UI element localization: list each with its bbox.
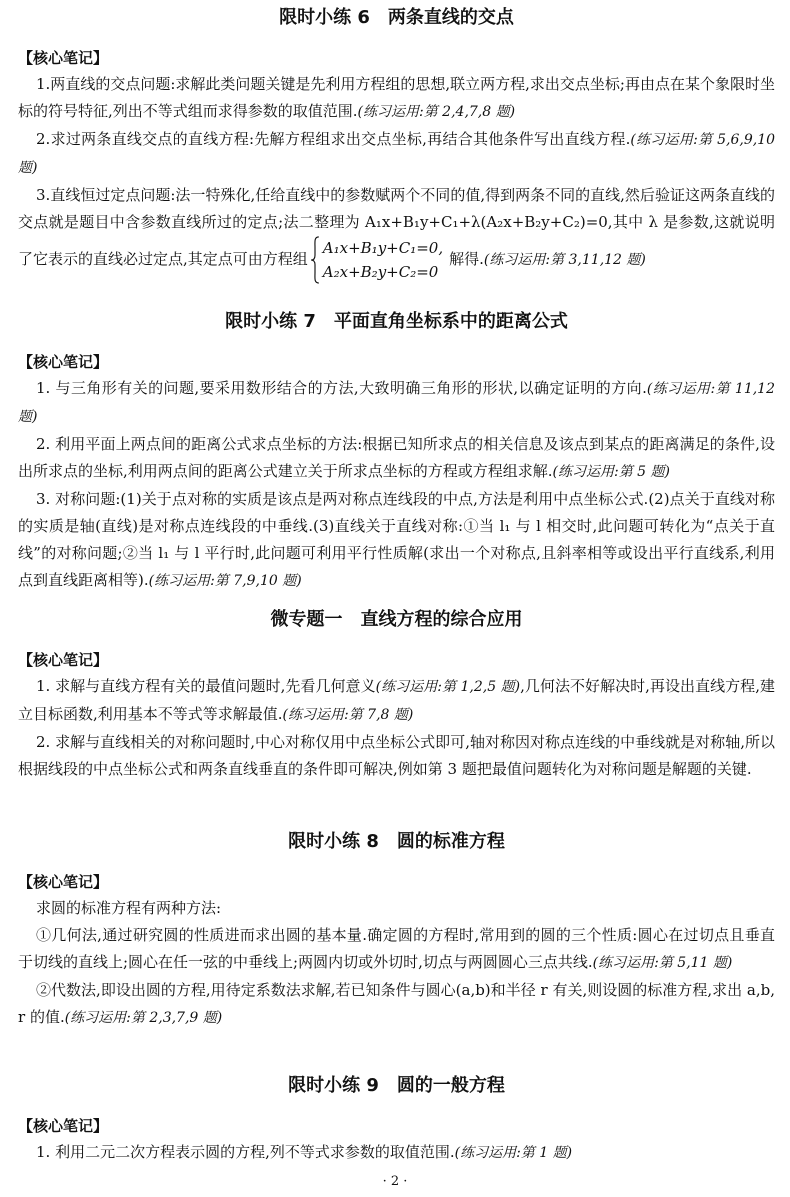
note-paragraph xyxy=(18,182,775,284)
note-text: 3. 对称问题:(1)关于点对称的实质是该点是两对称点连线段的中点,方法是利用中点坐标公式.(2)点关于直线对称的实质是轴(直线)是对称点连线段的中垂线.(3)直线关于直线对称:①当 l₁ 与 l 相交时,此问题可转化为“点关于直线”的对称问题;②当 l₁ 与 l 平行时,此问题可利用平行性质解(求出一个对称点,且斜率相等或设出平行直线系,利用点到直线距离相等). xyxy=(18,490,775,589)
note-text: 1.两直线的交点问题:求解此类问题关键是先利用方程组的思想,联立两方程,求出交点坐标;再由点在某个象限时坐标的符号特征,列出不等式组而求得参数的取值范围. xyxy=(18,75,775,120)
note-paragraph xyxy=(18,375,775,431)
practice-hint: (练习运用:第 1,2,5 题) xyxy=(375,679,521,695)
note-text: 求圆的标准方程有两种方法: xyxy=(36,899,222,917)
practice-hint: (练习运用:第 1 题) xyxy=(454,1145,573,1161)
equation-line: A₂x+B₂y+C₂=0 xyxy=(322,263,439,281)
note-paragraph xyxy=(18,977,775,1032)
equation-system xyxy=(310,236,443,284)
page-number: · 2 · xyxy=(382,1174,408,1189)
note-paragraph xyxy=(18,431,775,486)
practice-hint: (练习运用:第 7,8 题) xyxy=(282,707,414,723)
note-text: 2. 利用平面上两点间的距离公式求点坐标的方法:根据已知所求点的相关信息及该点到某点的距离满足的条件,设出所求点的坐标,利用两点间的距离公式建立关于所求点坐标的方程或方程组求解. xyxy=(18,435,775,480)
practice-hint: (练习运用:第 3,11,12 题) xyxy=(483,252,646,268)
note-text: 2.求过两条直线交点的直线方程:先解方程组求出交点坐标,再结合其他条件写出直线方程. xyxy=(36,130,631,148)
note-paragraph xyxy=(18,729,775,783)
core-notes-label: 【核心笔记】 xyxy=(18,1117,109,1135)
section-lines-intersection xyxy=(18,6,775,284)
note-text: ①几何法,通过研究圆的性质进而求出圆的基本量.确定圆的方程时,常用到的圆的三个性质:圆心在过切点且垂直于切线的直线上;圆心在任一弦的中垂线上;两圆内切或外切时,切点与两圆圆心三点共线. xyxy=(18,926,775,971)
note-paragraph xyxy=(18,922,775,977)
practice-hint: (练习运用:第 5 题) xyxy=(552,464,670,480)
note-paragraph xyxy=(18,126,775,182)
section-title: 限时小练 6 两条直线的交点 xyxy=(279,7,514,28)
core-notes-label: 【核心笔记】 xyxy=(18,353,109,371)
section-title: 微专题一 直线方程的综合应用 xyxy=(270,609,523,630)
note-text: ②代数法,即设出圆的方程,用待定系数法求解,若已知条件与圆心(a,b)和半径 r 有关,则设圆的标准方程,求出 a,b,r 的值. xyxy=(18,981,775,1026)
note-text: 解得. xyxy=(449,250,484,268)
practice-hint: (练习运用:第 5,11 题) xyxy=(592,955,733,971)
equation-lines xyxy=(323,236,443,284)
section-distance-formula xyxy=(18,310,775,595)
note-text: 2. 求解与直线相关的对称问题时,中心对称仅用中点坐标公式即可,轴对称因对称点连线的中垂线就是对称轴,所以根据线段的中点坐标公式和两条直线垂直的条件即可解决,例如第 3 题把最值问题转化为对称问题是解题的关键. xyxy=(18,733,775,778)
section-title: 限时小练 9 圆的一般方程 xyxy=(288,1075,505,1096)
note-text: 3.直线恒过定点问题:法一特殊化,任给直线中的参数赋两个不同的值,得到两条不同的直线,然后验证这两条直线的交点就是题目中含参数直线所过的定点;法二整理为 A₁x+B₁y+C₁+λ(A₂x+B₂y+C₂)=0,其中 λ 是参数,这就说明了它表示的直线必过定点,其定点可由方程组 xyxy=(18,186,775,268)
note-text: 1. 与三角形有关的问题,要采用数形结合的方法,大致明确三角形的形状,以确定证明的方向. xyxy=(36,379,647,397)
note-text: 1. 利用二元二次方程表示圆的方程,列不等式求参数的取值范围. xyxy=(36,1143,455,1161)
section-line-equation-applications xyxy=(18,608,775,783)
section-circle-general-equation xyxy=(18,1074,775,1167)
section-circle-standard-equation xyxy=(18,830,775,1032)
practice-hint: (练习运用:第 5,6,9,10 题) xyxy=(18,132,776,176)
practice-hint: (练习运用:第 7,9,10 题) xyxy=(148,573,302,589)
section-title: 限时小练 8 圆的标准方程 xyxy=(288,831,505,852)
practice-hint: (练习运用:第 11,12 题) xyxy=(18,381,776,425)
note-text: ,几何法不好解决时,再设出直线方程,建立目标函数,利用基本不等式等求解最值. xyxy=(18,677,775,723)
core-notes-label: 【核心笔记】 xyxy=(18,873,109,891)
equation-line: A₁x+B₁y+C₁=0, xyxy=(322,239,444,257)
practice-hint: (练习运用:第 2,3,7,9 题) xyxy=(64,1010,223,1026)
note-paragraph xyxy=(18,895,775,922)
note-paragraph xyxy=(18,486,775,595)
note-paragraph xyxy=(18,1139,775,1167)
note-text: 1. 求解与直线方程有关的最值问题时,先看几何意义 xyxy=(36,677,376,695)
core-notes-label: 【核心笔记】 xyxy=(18,49,109,67)
left-brace-icon xyxy=(310,236,320,284)
core-notes-label: 【核心笔记】 xyxy=(18,651,109,669)
note-paragraph xyxy=(18,673,775,729)
note-paragraph xyxy=(18,71,775,126)
section-title: 限时小练 7 平面直角坐标系中的距离公式 xyxy=(225,311,568,332)
practice-hint: (练习运用:第 2,4,7,8 题) xyxy=(357,104,516,120)
